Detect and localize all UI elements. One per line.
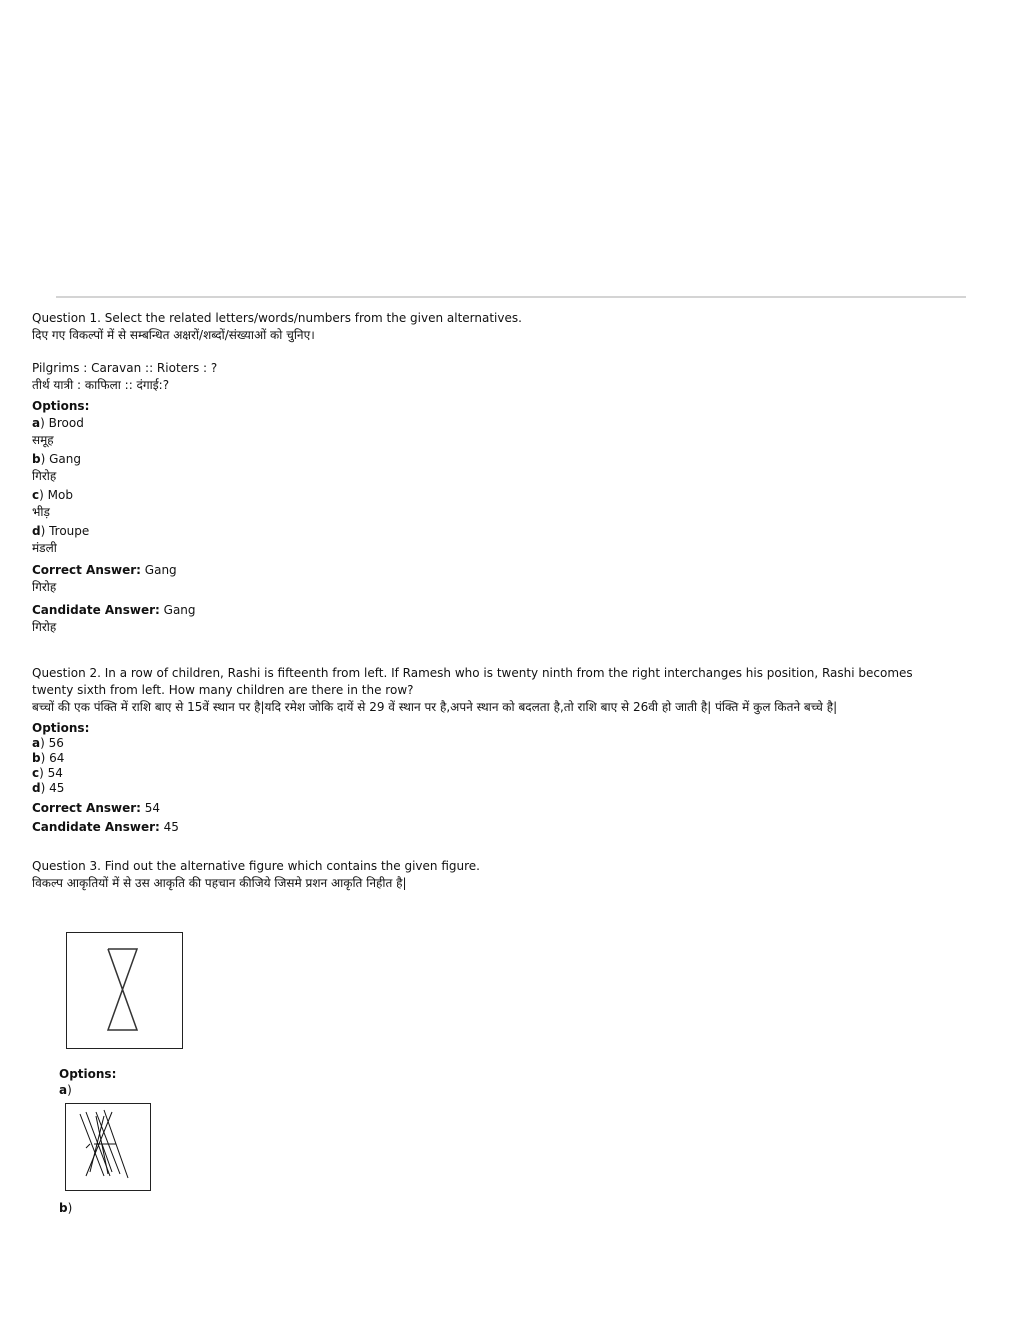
- q1-option-c-hi: भीड़: [32, 505, 50, 519]
- q1-option-c: c) Mob: [32, 488, 73, 502]
- q1-text-hi: दिए गए विकल्पों में से सम्बन्धित अक्षरों/शब्दों/संख्याओं को चुनिए।: [32, 328, 315, 342]
- q1-correct-answer-hi: गिरोह: [32, 580, 57, 594]
- q3-text-hi: विकल्प आकृतियों में से उस आकृति की पहचान कीजिये जिसमे प्रशन आकृति निहीत है|: [32, 876, 407, 890]
- q3-option-b-label: b): [59, 1201, 73, 1215]
- q2-option-a: a) 56: [32, 736, 64, 750]
- hourglass-figure: [67, 933, 182, 1048]
- q2-option-b: b) 64: [32, 751, 65, 765]
- q2-text-en: Question 2. In a row of children, Rashi is fifteenth from left. If Ramesh who is twenty ninth from the right interchanges his position, Rashi becomes twenty sixth from left. How many children are there in the row?: [32, 666, 913, 697]
- q2-option-d: d) 45: [32, 781, 65, 795]
- q3-options-label: Options:: [59, 1067, 117, 1081]
- q2-correct-answer: Correct Answer: 54: [32, 801, 161, 815]
- q1-option-d: d) Troupe: [32, 524, 90, 538]
- q2-option-c: c) 54: [32, 766, 63, 780]
- question-1: [32, 310, 962, 636]
- q1-analogy-en: Pilgrims : Caravan :: Rioters : ?: [32, 361, 218, 375]
- q3-option-a-figure[interactable]: [65, 1103, 151, 1191]
- q1-candidate-answer-hi: गिरोह: [32, 620, 57, 634]
- q3-options: [59, 1066, 989, 1098]
- q2-candidate-answer: Candidate Answer: 45: [32, 820, 179, 834]
- q3-text-en: Question 3. Find out the alternative figure which contains the given figure.: [32, 859, 480, 873]
- q1-option-b-hi: गिरोह: [32, 469, 57, 483]
- q2-text-hi: बच्चों की एक पंक्ति में राशि बाए से 15वें स्थान पर है|यदि रमेश जोकि दायें से 29 वें स्थान पर है,अपने स्थान को बदलता है,तो राशि बाए से 26वी हो जाती है| पंक्ति में कुल कितने बच्चे है|: [32, 700, 838, 714]
- q1-option-b: b) Gang: [32, 452, 81, 466]
- option-a-lines-figure: [66, 1104, 150, 1190]
- q3-option-a-label: a): [59, 1083, 72, 1097]
- q2-options-label: Options:: [32, 721, 90, 735]
- header-divider: [56, 296, 966, 298]
- q1-text-en: Question 1. Select the related letters/words/numbers from the given alternatives.: [32, 311, 522, 325]
- q1-options-label: Options:: [32, 399, 90, 413]
- q1-candidate-answer: Candidate Answer: Gang: [32, 603, 196, 617]
- q3-option-b: [59, 1200, 989, 1216]
- q1-option-a: a) Brood: [32, 416, 84, 430]
- q1-option-d-hi: मंडली: [32, 541, 57, 555]
- q3-question-figure: [66, 932, 183, 1049]
- q1-option-a-hi: समूह: [32, 433, 54, 447]
- q1-correct-answer: Correct Answer: Gang: [32, 563, 177, 577]
- q1-analogy-hi: तीर्थ यात्री : काफिला :: दंगाई:?: [32, 378, 170, 392]
- question-2: [32, 665, 962, 836]
- question-3: [32, 858, 962, 892]
